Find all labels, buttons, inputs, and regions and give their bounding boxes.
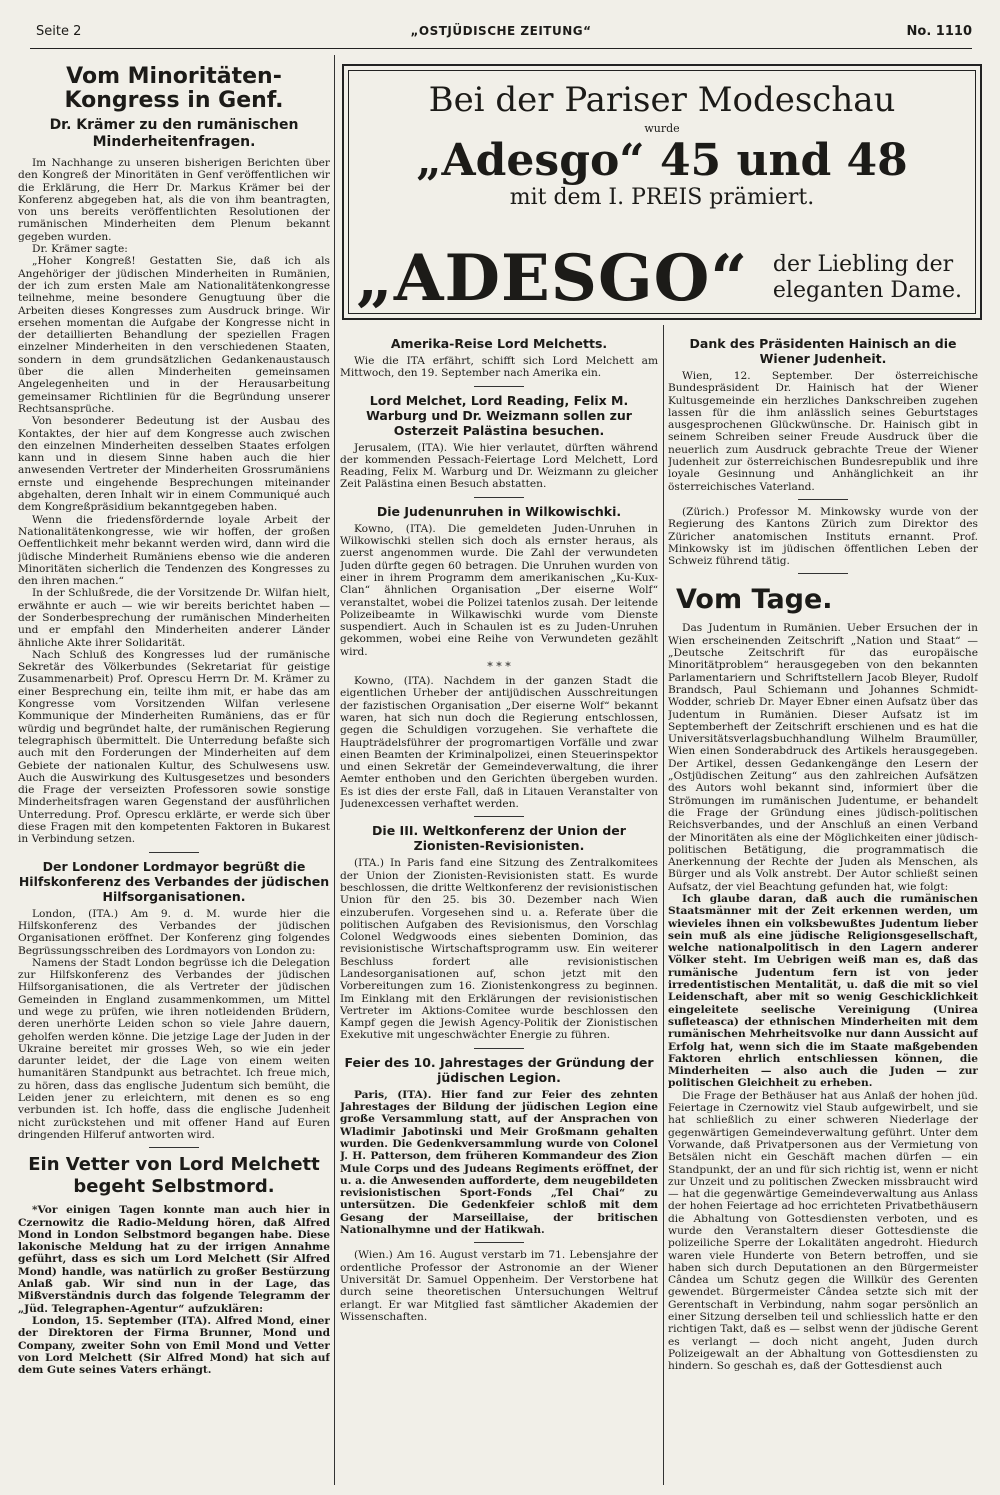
article-paragraph: (Zürich.) Professor M. Minkowsky wurde von der Regierung des Kantons Zürich zum Direktor des Züricher anatomischen Instituts ernannt. Prof. Minkowsky ist im jüdischen öffentlichen Leben der Schweiz führend tätig. (668, 505, 978, 568)
article-separator (149, 852, 199, 853)
adesgo-advertisement (342, 64, 982, 320)
article-paragraph: (ITA.) In Paris fand eine Sitzung des Zentralkomitees der Union der Zionisten-Revisionisten statt. Es wurde beschlossen, die dritte Weltkonferenz der revisionistischen Union für den 25. bis 30. Dezember nach Wien einzuberufen. Vorgesehen sind u. a. Referate über die politischen Aufgaben des Revisionismus, den Vorschlag Colonel Wedgwoods eines siebenten Dominion, das revisionistische Wirtschaftsprogramm usw. Ein weiterer Beschluss fordert alle revisionistischen Landesorganisationen auf, schon jetzt mit den Vorbereitungen zum 16. Zionistenkongress zu beginnen. Im Einklang mit den Erklärungen der revisionistischen Vertreter im Aktions-Comitee wurde beschlossen den Kampf gegen die Jewish Agency-Politik der Zionistischen Exekutive mit ungeschwächter Energie zu führen. (340, 857, 658, 1042)
article-headline: Die III. Weltkonferenz der Union der Zionisten-Revisionisten. (372, 823, 626, 854)
ad-award: mit dem I. PREIS prämiert. (509, 185, 815, 210)
article-paragraph: Kowno, (ITA). Nachdem in der ganzen Stadt die eigentlichen Urheber der antijüdischen Ausschreitungen der fazistischen Organisation „Der eiserne Wolf“ bekannt waren, hat sich nun doch die Regierung entschlossen, gegen die Schuldigen vorzugehen. Sie verhaftete die Haupträdelsführer der progromartigen Vorfälle und zwar einen Beamten der Kriminalpolizei, einen Steuerinspektor und einen Sekretär der Gemeindeverwaltung, die ihrer Aemter enthoben und den Gerichten übergeben wurden. Es ist dies der erste Fall, daß in Litauen Veranstalter von Judenexcessen verhaftet werden. (340, 675, 658, 811)
article-separator (149, 1147, 199, 1148)
column-left (18, 55, 330, 1487)
ad-brand: „ADESGO“ (356, 241, 749, 316)
column-divider (334, 55, 335, 1485)
column-divider (663, 325, 664, 1485)
ad-slogan (773, 252, 962, 304)
article-paragraph: „Hoher Kongreß! Gestatten Sie, daß ich als Angehöriger der jüdischen Minderheiten in Rumänien, der ich zum ersten Male am Nationalitätenkongresse teilnehme, meine besondere Genugtuung über die Arbeiten dieses Kongresses zum Ausdruck bringe. Wir ersehen momentan die Aufgabe der Kongresse nicht in der detaillierten Behandlung der speziellen Fragen einzelner Minderheiten in den verschiedenen Staaten, sondern in dem grundsätzlichen Gedankenaustausch über die allen Minderheiten gemeinsamen Angelegenheiten und in der Herausarbeitung gemeinsamer Richtlinien für die Begründung unserer Rechtsansprüche. (18, 255, 330, 415)
article-headline: Ein Vetter von Lord Melchett begeht Selbstmord. (28, 1154, 320, 1198)
article-headline: Vom Minoritäten-Kongress in Genf. (64, 64, 284, 113)
article-headline: Amerika-Reise Lord Melchetts. (390, 336, 608, 351)
article-headline: Dank des Präsidenten Hainisch an die Wiener Judenheit. (689, 336, 957, 366)
article-paragraph: London, (ITA.) Am 9. d. M. wurde hier die Hilfskonferenz des Verbandes der jüdischen Organisationen eröffnet. Der Konferenz ging folgendes Begrüssungsschreiben des Lordmayors von London zu: (18, 907, 330, 957)
article-separator (798, 499, 848, 500)
article-headline: Lord Melchet, Lord Reading, Felix M. Warburg und Dr. Weizmann sollen zur Osterzeit Palästina besuchen. (366, 392, 632, 438)
newspaper-title: „OSTJÜDISCHE ZEITUNG“ (410, 24, 592, 38)
article-paragraph: (Wien.) Am 16. August verstarb im 71. Lebensjahre der ordentliche Professor der Astronomie an der Wiener Universität Dr. Samuel Oppenheim. Der Verstorbene hat durch seine theoretischen Untersuchungen Weltruf erlangt. Er war Mitglied fast sämtlicher Akademien der Wissenschaften. (340, 1249, 658, 1323)
article-separator (474, 1048, 524, 1049)
article-paragraph: Jerusalem, (ITA). Wie hier verlautet, dürften während der kommenden Pessach-Feiertage Lord Melchett, Lord Reading, Felix M. Warburg und Dr. Weizmann zu gleicher Zeit Palästina einen Besuch abstatten. (340, 441, 658, 491)
column-right (668, 330, 978, 1487)
article-paragraph: Die Frage der Bethäuser hat aus Anlaß der hohen jüd. Feiertage in Czernowitz viel Staub aufgewirbelt, und sie hat schließlich zu einer schweren Niederlage der gegenwärtigen Gemeindeverwaltung geführt. Unter dem Vorwande, daß Privatpersonen aus der Vermietung von Betsälen nicht ein Geschäft machen dürfen — ein Standpunkt, der an und für sich richtig ist, wenn er nicht zur Unzeit und zu politischen Zwecken missbraucht wird — hat die gegenwärtige Gemeindeverwaltung aus Anlass der hohen Feiertage ad hoc errichteten Privatbethäusern die Abhaltung von Gottesdiensten verboten, und es wurde den Veranstaltern dieser Gottesdienste die polizeiliche Sperre der Lokalitäten angedroht. Hiedurch waren viele Hunderte von Betern betroffen, und sie haben sich durch Deputationen an den Bürgermeister Cândea um Schutz gegen die Willkür des Gerenten gewendet. Bürgermeister Cândea setzte sich mit der Gerentschaft in Verbindung, nahm sogar persönlich an einer Sitzung derselben teil und schliesslich hatte er den richtigen Takt, daß es — selbst wenn der jüdische Gerent es verlangt — doch nicht angeht, Juden durch Polizeigewalt an der Abhaltung von Gottesdiensten zu hindern. So geschah es, daß der Gottesdienst auch (668, 1089, 978, 1373)
article-paragraph: Paris, (ITA). Hier fand zur Feier des zehnten Jahrestages der Bildung der jüdischen Legion eine große Versammlung statt, auf der Ansprachen von Wladimir Jabotinski und Meir Großmann gehalten wurden. Die Gedenkversammlung wurde von Colonel J. H. Patterson, dem früheren Kommandeur des Zion Mule Corps und des Judeans Regiments eröffnet, der u. a. die Anwesenden aufforderte, dem neugebildeten revisionistischen Sport-Fonds „Tel Chai“ zu untersützen. Die Gedenkfeier schloß mit dem Gesang der Marseillaise, der britischen Nationalhymne und der Hatikwah. (340, 1088, 658, 1237)
article-paragraph: Namens der Stadt London begrüsse ich die Delegation zur Hilfskonferenz des Verbandes der jüdischen Hilfsorganisationen, die als Vertreter der jüdischen Gemeinden in England zusammenkommen, um Mittel und wege zu prüfen, wie ihren notleidenden Brüdern, deren unerhörte Leiden schon so viele Jahre dauern, geholfen werden könne. Die jetzige Lage der Juden in der Ukraine bereitet mir grosses Weh, so wie ein jeder darunter leidet, der die Lage von einem weiten humanitären Standpunkt aus betrachtet. Ich freue mich, zu hören, dass das englische Judentum sich bemüht, die Leiden jener zu erleichtern, mit denen es so eng verbunden ist. Ich hoffe, dass die englische Judenheit nicht zurückstehen und mit offener Hand auf Euren dringenden Hilferuf antworten wird. (18, 956, 330, 1141)
article-paragraph: Von besonderer Bedeutung ist der Ausbau des Kontaktes, der hier auf dem Kongresse auch zwischen den einzelnen Minderheiten desselben Staates erfolgen kann und in diesem Sinne haben auch die hier anwesenden Vertreter der Minderheiten Grossrumäniens ernste und eingehende Besprechungen miteinander abgehalten, deren Inhalt wir in einem Communiqué auch dem Kongreßpräsidium bekanntgegeben haben. (18, 415, 330, 514)
article-separator (474, 497, 524, 498)
article-paragraph: Wie die ITA erfährt, schifft sich Lord Melchett am Mittwoch, den 19. September nach Amerika ein. (340, 355, 658, 380)
article-paragraph: Im Nachhange zu unseren bisherigen Berichten über den Kongreß der Minoritäten in Genf veröffentlichen wir die Erklärung, die Herr Dr. Markus Krämer bei der Konferenz abgegeben hat, als die von ihm beantragten, von uns bereits veröffentlichten Resolutionen der rumänischen Minderheiten dem Plenum bekannt gegeben wurden. (18, 157, 330, 243)
stars-divider: * * * (487, 660, 511, 674)
article-paragraph: Das Judentum in Rumänien. Ueber Ersuchen der in Wien erscheinenden Zeitschrift „Nation und Staat“ — „Deutsche Zeitschrift für das europäische Minoritätproblem“ herausgegeben von den bekannten Parlamentariern und Schriftstellern Jacob Bleyer, Rudolf Brandsch, Paul Schiemann und Johannes Schmidt-Wodder, schrieb Dr. Mayer Ebner einen Aufsatz über das Judentum in Rumänien. Dieser Aufsatz ist im Septemberheft der Zeitschrift erschienen und es hat die Universitätsverlagsbuchhandlung Wilhelm Braumüller, Wien einen Sonderabdruck des Artikels herausgegeben. Der Artikel, dessen Gedankengänge den Lesern der „Ostjüdischen Zeitung“ aus den zahlreichen Aufsätzen des Autors wohl bekannt sind, informiert über die Strömungen im rumänischen Judentume, er behandelt die Frage der Gründung eines jüdisch-politischen Reichsverbandes, und der Anschluß an einen Verband der Minoritäten als eine der Möglichkeiten einer jüdisch-politischen Betätigung, die programmatisch die Anerkennung der Rechte der Juden als Menschen, als Bürger und als Volk anstrebt. Der Autor schließt seinen Aufsatz, der viel Beachtung gefunden hat, wie folgt: (668, 622, 978, 893)
page-number: Seite 2 (36, 24, 82, 39)
column-middle (340, 330, 658, 1487)
section-heading: Vom Tage. (676, 584, 833, 616)
article-paragraph: *Vor einigen Tagen konnte man auch hier in Czernowitz die Radio-Meldung hören, daß Alfred Mond in London Selbstmord begangen habe. Diese lakonische Meldung hat zu der irrigen Annahme geführt, dass es sich um Lord Melchett (Sir Alfred Mond) handle, was natürlich zu großer Bestürzung Anlaß gab. Wir sind nun in der Lage, das Mißverständnis durch das folgende Telegramm der „Jüd. Telegraphen-Agentur“ aufzuklären: (18, 1204, 330, 1315)
article-paragraph: Dr. Krämer sagte: (32, 243, 128, 256)
article-separator (474, 386, 524, 387)
article-paragraph: London, 15. September (ITA). Alfred Mond, einer der Direktoren der Firma Brunner, Mond und Company, zweiter Sohn von Emil Mond und Vetter von Lord Melchett (Sir Alfred Mond) hat sich auf dem Gute seines Vaters erhängt. (18, 1314, 330, 1377)
article-separator (798, 573, 848, 574)
article-paragraph: Nach Schluß des Kongresses lud der rumänische Sekretär des Völkerbundes (Sekretariat für geistige Zusammenarbeit) Prof. Oprescu Herrn Dr. M. Krämer zu einer Besprechung ein, teilte ihm mit, er habe das am Kongresse vom Vorsitzenden Wilfan verlesene Kommunique der Minderheiten Rumäniens, das er für würdig und begründet halte, der rumänischen Regierung telegraphisch übermittelt. Die Unterredung befaßte sich auch mit den Forderungen der Minderheiten auf dem Gebiete der nationalen Kultur, des Schulwesens usw. Auch die Auswirkung des Kultusgesetzes und besonders die Frage der verseizten Professoren sowie sonstige Minderheitsfragen waren Gegenstand der ausführlichen Unterredung. Prof. Oprescu erklärte, er werde sich über diese Fragen mit den kompetenten Faktoren in Bukarest in Verbindung setzen. (18, 648, 330, 846)
article-paragraph: Ich glaube daran, daß auch die rumänischen Staatsmänner mit der Zeit erkennen werden, um wievieles ihnen ein volksbewußtes Judentum lieber sein muß als eine jüdische Religionsgesellschaft, welche nationalpolitisch in den Lagern anderer Völker steht. Im Uebrigen weiß man es, daß das rumänische Judentum fern ist von jeder irredentistischen Mentalität, u. daß die mit so viel Leidenschaft, aber mit so wenig Geschicklichkeit eingeleitete seelische Vereinigung (Unirea sufleteasca) der ethnischen Minderheiten mit dem rumänischen Mehrheitsvolke nur dann Aussicht auf Erfolg hat, wenn sich die im Staate maßgebenden Faktoren ehrlich entschliessen können, die Minderheiten — also auch die Juden — zur politischen Gleichheit zu erheben. (668, 892, 978, 1090)
page-header (30, 24, 972, 44)
article-headline: Die Judenunruhen in Wilkowischki. (376, 503, 622, 519)
ad-slogan-line2: eleganten Dame. (772, 278, 962, 303)
ad-product: „Adesgo“ 45 und 48 (416, 135, 908, 186)
ad-slogan-line1: der Liebling der (772, 252, 954, 277)
ad-subline: wurde (644, 122, 680, 135)
article-separator (474, 816, 524, 817)
article-paragraph: Wenn die friedensfördernde loyale Arbeit der Nationalitätenkongresse, wie wir hoffen, der großen Oeffentlichkeit mehr bekannt werden wird, dann wird die jüdische Minderheit Rumäniens ebenso wie die anderen Minoritäten sicherlich die Tendenzen des Kongresses zu den ihren machen.“ (18, 513, 330, 588)
ad-headline: Bei der Pariser Modeschau (428, 80, 896, 120)
article-headline: Der Londoner Lordmayor begrüßt die Hilfskonferenz des Verbandes der jüdischen Hilfsorganisationen. (18, 858, 330, 904)
article-separator (474, 1242, 524, 1243)
article-headline: Feier des 10. Jahrestages der Gründung der jüdischen Legion. (344, 1054, 654, 1085)
article-paragraph: In der Schlußrede, die der Vorsitzende Dr. Wilfan hielt, erwähnte er auch — wie wir bereits berichtet haben — der Sonderbesprechung der rumänischen Minderheiten und er empfahl den Minderheiten anderer Länder ähnliche Akte ihrer Solidarität. (18, 587, 330, 649)
article-paragraph: Kowno, (ITA). Die gemeldeten Juden-Unruhen in Wilkowischki stellen sich doch als ernster heraus, als zuerst angenommen wurde. Die Zahl der verwundeten Juden dürfte gegen 60 betragen. Die Unruhen wurden von einer in ihrem Programm dem amerikanischen „Ku-Kux-Clan“ ähnlichen Organisation „Der eiserne Wolf“ veranstaltet, wobei die Polizei tatenlos zusah. Der leitende Polizeibeamte in Wilkawischki wurde vom Dienste suspendiert. Auch in Schaulen ist es zu Juden-Unruhen gekommen, wobei eine Reihe von Verwundeten gezählt wird. (340, 522, 658, 658)
header-rule (30, 48, 972, 49)
issue-number: No. 1110 (906, 24, 972, 39)
article-paragraph: Wien, 12. September. Der österreichische Bundespräsident Dr. Hainisch hat der Wiener Kultusgemeinde ein herzliches Dankschreiben zugehen lassen für die ihm anlässlich seines Geburtstages ausgesprochenen Glückwünsche. Dr. Hainisch gibt in seinem Schreiben seiner Freude Ausdruck über die neuerlich zum Ausdruck gebrachte Treue der Wiener Judenheit zur österreichischen Bundesrepublik und ihre loyale Gesinnung und Anhänglichkeit an ihr österreichisches Vaterland. (668, 370, 978, 493)
article-subheadline: Dr. Krämer zu den rumänischen Minderheitenfragen. (49, 117, 299, 150)
